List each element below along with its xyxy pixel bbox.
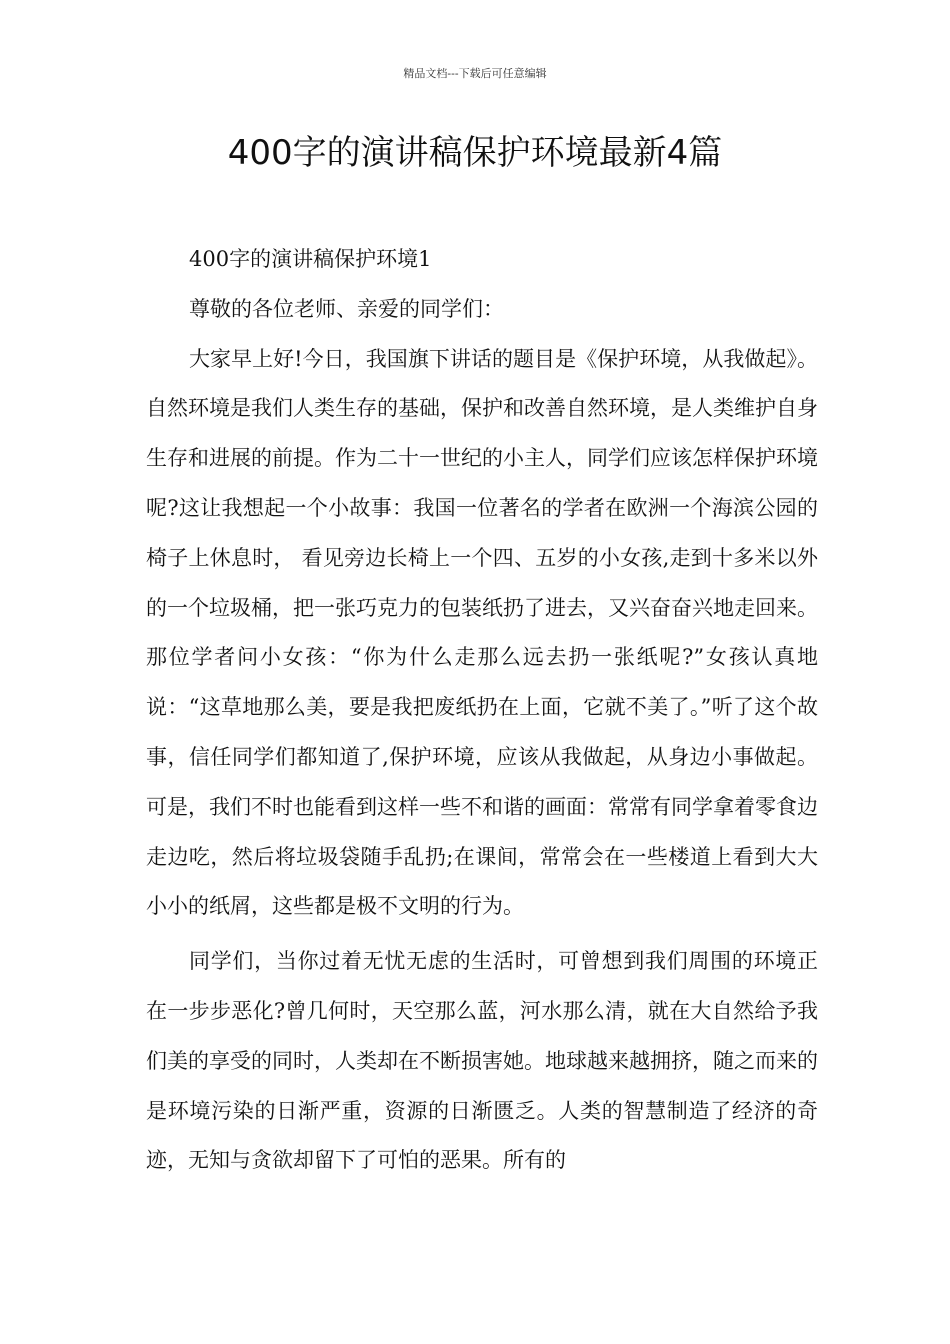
- section-subtitle: 400字的演讲稿保护环境1: [189, 247, 432, 271]
- salutation: 尊敬的各位老师、亲爱的同学们：: [189, 296, 504, 321]
- paragraph-1: 大家早上好!今日，我国旗下讲话的题目是《保护环境，从我做起》。 自然环境是我们人类生存的基础，保护和改善自然环境，是人类维护自身生存和进展的前提。作为二十一世纪的小主人，同学们应该怎样保护环境呢?这让我想起一个小故事：我国一位著名的学者在欧洲一个海滨公园的椅子上休息时， 看见旁边长椅上一个四、五岁的小女孩,走到十多米以外的一个垃圾桶，把一张巧克力的包装纸扔了进去，又兴奋奋兴地走回来。那位学者问小女孩：“你为什么走那么远去扔一张纸呢?”女孩认真地说：“这草地那么美，要是我把废纸扔在上面，它就不美了。”听了这个故事，信任同学们都知道了,保护环境，应该从我做起，从身边小事做起。可是，我们不时也能看到这样一些不和谐的画面：常常有同学拿着零食边走边吃，然后将垃圾袋随手乱扔;在课间，常常会在一些楼道上看到大大小小的纸屑，这些都是极不文明的行为。: [146, 346, 818, 919]
- document-title: 400字的演讲稿保护环境最新4篇: [227, 133, 723, 173]
- paragraph-2: 同学们，当你过着无忧无虑的生活时，可曾想到我们周围的环境正在一步步恶化?曾几何时，天空那么蓝，河水那么清，就在大自然给予我们美的享受的同时，人类却在不断损害她。地球越来越拥挤，随之而来的是环境污染的日渐严重，资源的日渐匮乏。人类的智慧制造了经济的奇迹，无知与贪欲却留下了可怕的恶果。所有的: [146, 949, 818, 1173]
- page-header: 精品文档---下载后可任意编辑: [403, 67, 547, 80]
- document-body: [146, 235, 818, 1186]
